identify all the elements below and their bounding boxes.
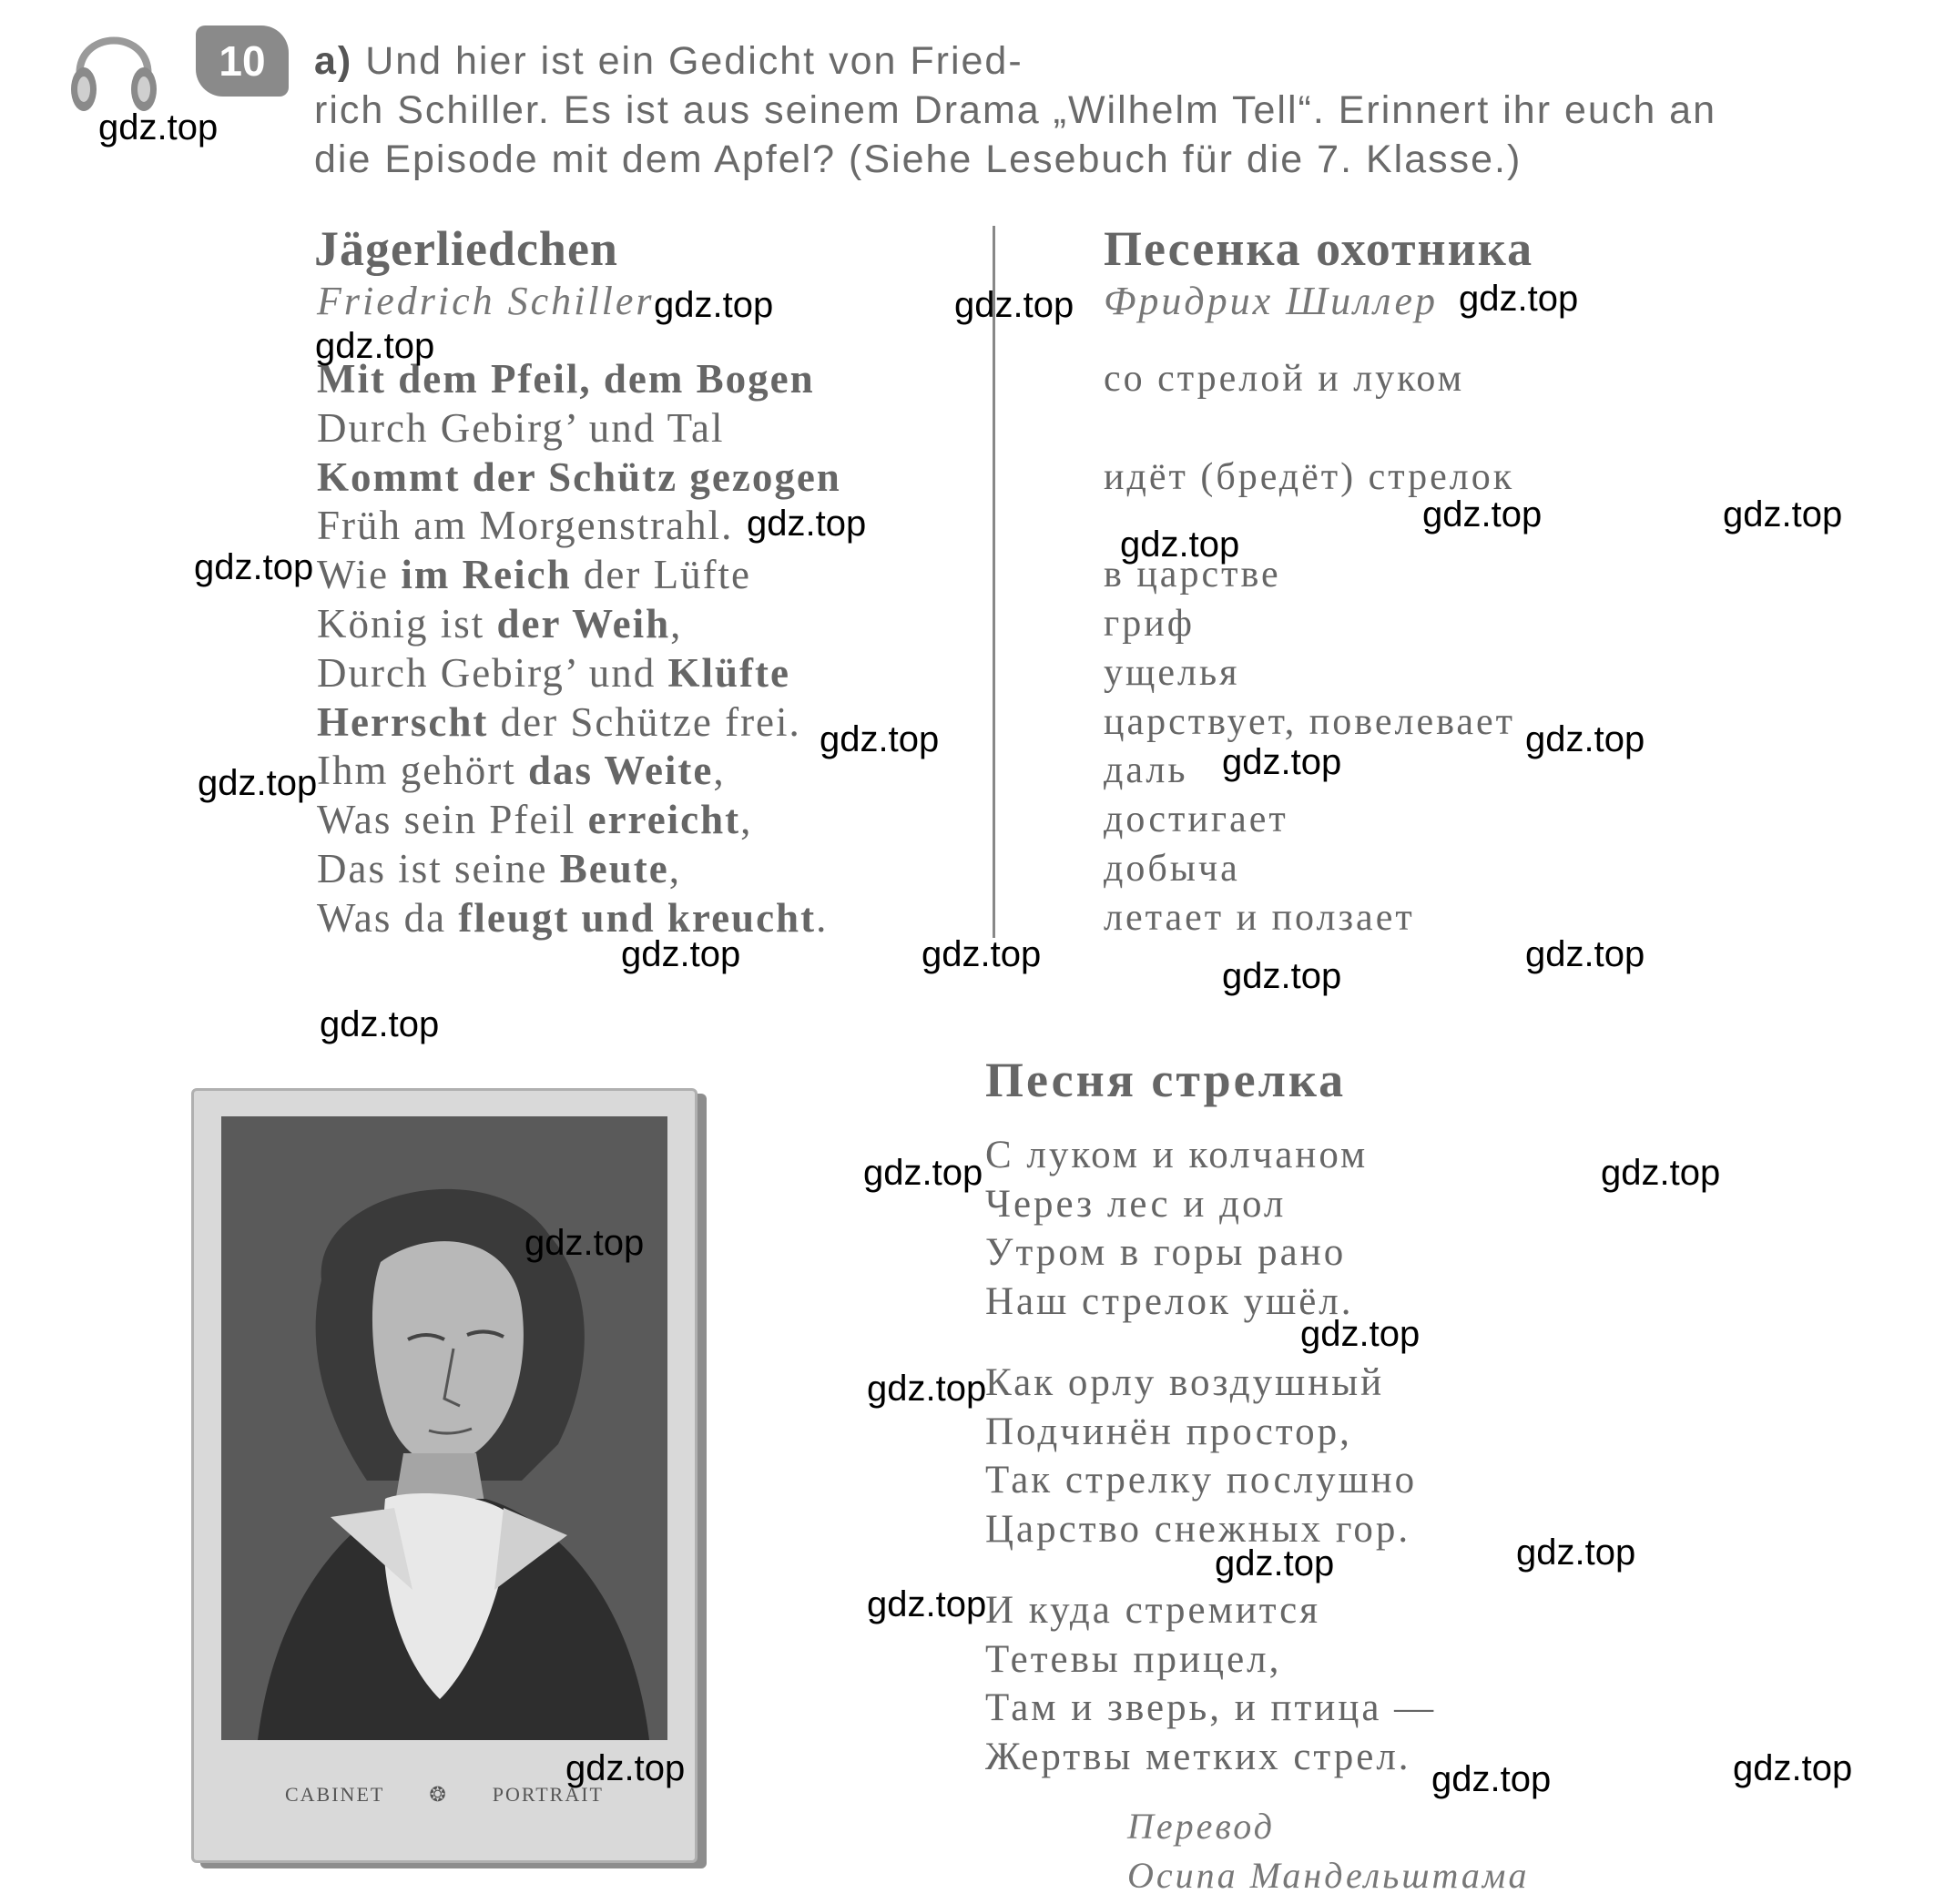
- poem-text: Was da: [317, 894, 459, 941]
- poem-text: ,: [668, 845, 681, 891]
- poem-text: ,: [740, 797, 753, 843]
- glossary-list: [1104, 355, 1515, 943]
- keyword-bold: im Reich: [401, 552, 572, 598]
- watermark: gdz.top: [1601, 1153, 1721, 1193]
- headphones-icon: [64, 9, 164, 118]
- glossary-item: даль: [1104, 749, 1188, 792]
- schiller-portrait-photo: [221, 1116, 667, 1740]
- poem-text: der Lüfte: [571, 552, 752, 598]
- poem-line-de: [317, 404, 841, 453]
- watermark: gdz.top: [867, 1369, 987, 1409]
- watermark: gdz.top: [1215, 1543, 1335, 1583]
- translation-stanza-1: [985, 1131, 1368, 1326]
- watermark: gdz.top: [867, 1584, 987, 1624]
- poem-text: Durch Gebirg’ und Tal: [317, 404, 725, 451]
- column-divider: [993, 226, 995, 938]
- stanza-line: Жертвы метких стрел.: [985, 1735, 1411, 1778]
- stanza-line: С луком и колчаном: [985, 1134, 1369, 1176]
- card-label-right: PORTRAIT: [492, 1783, 604, 1806]
- stanza-line: Так стрелку послушно: [985, 1459, 1418, 1502]
- poem-line-de: [317, 747, 841, 796]
- watermark: gdz.top: [922, 934, 1042, 974]
- watermark: gdz.top: [820, 719, 940, 759]
- poem-line-de: [317, 453, 841, 503]
- keyword-bold: Klüfte: [667, 649, 790, 696]
- watermark: gdz.top: [1525, 719, 1645, 759]
- watermark: gdz.top: [1459, 279, 1579, 319]
- glossary-item: добыча: [1104, 847, 1240, 890]
- portrait-illustration: [221, 1116, 667, 1740]
- card-label-left: CABINET: [285, 1783, 385, 1806]
- watermark: gdz.top: [1300, 1314, 1421, 1354]
- poem-text: Früh am Morgenstrahl.: [317, 503, 734, 549]
- stanza-line: Утром в горы рано: [985, 1231, 1347, 1274]
- stanza-line: И куда стремится: [985, 1589, 1320, 1632]
- keyword-bold: das Weite: [527, 748, 714, 794]
- schiller-portrait-card: [191, 1088, 698, 1863]
- stanza-line: Как орлу воздушный: [985, 1361, 1385, 1404]
- glossary-item: гриф: [1104, 602, 1195, 645]
- watermark: gdz.top: [1733, 1748, 1853, 1788]
- poem-text: Ihm gehört: [317, 748, 528, 794]
- watermark: gdz.top: [1222, 742, 1342, 782]
- intro-line-1: Und hier ist ein Gedicht von Fried-: [365, 39, 1023, 83]
- watermark: gdz.top: [954, 285, 1074, 325]
- watermark: gdz.top: [315, 326, 435, 366]
- watermark: gdz.top: [198, 763, 318, 803]
- translation-stanza-3: [985, 1586, 1436, 1781]
- poem-lines-de: [317, 355, 841, 943]
- keyword-bold: der Weih: [496, 600, 671, 647]
- stanza-line: Подчинён простор,: [985, 1410, 1352, 1453]
- poem-line-de: [317, 894, 841, 943]
- glossary-item: летает и ползает: [1104, 896, 1415, 939]
- watermark: gdz.top: [524, 1223, 645, 1263]
- poem-line-de: [317, 845, 841, 894]
- watermark: gdz.top: [1120, 524, 1240, 565]
- keyword-bold: erreicht: [587, 797, 741, 843]
- intro-line-3: die Episode mit dem Apfel? (Siehe Lesebuch für die 7. Klasse.): [314, 137, 1522, 181]
- glossary-item: ущелья: [1104, 651, 1240, 694]
- card-ornament-label: [285, 1783, 604, 1807]
- stanza-line: Через лес и дол: [985, 1182, 1287, 1226]
- watermark: gdz.top: [621, 934, 741, 974]
- keyword-bold: Herrscht: [317, 698, 489, 745]
- exercise-label: a): [314, 39, 353, 83]
- glossary-item: [1104, 404, 1515, 453]
- translation-credit-line-2: Осипа Мандельштама: [1127, 1855, 1530, 1896]
- stanza-line: Царство снежных гор.: [985, 1507, 1411, 1551]
- poem-text: Wie: [317, 552, 402, 598]
- poem-text: König ist: [317, 600, 497, 647]
- poem-line-de: [317, 649, 841, 698]
- watermark: gdz.top: [1222, 956, 1342, 996]
- stanza-line: Тетевы прицел,: [985, 1637, 1282, 1681]
- stanza-line: Там и зверь, и птица —: [985, 1686, 1437, 1729]
- watermark: gdz.top: [654, 285, 774, 325]
- poem-line-de: [317, 796, 841, 845]
- translation-credit-line-1: Перевод: [1127, 1806, 1275, 1847]
- poem-text: ,: [713, 748, 726, 794]
- poem-author-ru: Фридрих Шиллер: [1104, 279, 1439, 323]
- watermark: gdz.top: [1431, 1759, 1552, 1799]
- glossary-item: идёт (бредёт) стрелок: [1104, 455, 1515, 498]
- poem-text: Was sein Pfeil: [317, 797, 588, 843]
- watermark: gdz.top: [747, 504, 867, 544]
- keyword-bold: fleugt und kreucht: [458, 894, 817, 941]
- poem-text: Das ist seine: [317, 845, 560, 891]
- watermark: gdz.top: [194, 547, 314, 587]
- glossary-item: царствует, повелевает: [1104, 700, 1516, 743]
- poem-text: der Schütze frei.: [488, 698, 801, 745]
- exercise-intro: [314, 36, 1880, 184]
- watermark: gdz.top: [1723, 494, 1843, 535]
- stanza-line: Наш стрелок ушёл.: [985, 1279, 1354, 1323]
- intro-line-2: rich Schiller. Es ist aus seinem Drama „Wilhelm Tell“. Erinnert ihr euch an: [314, 88, 1717, 132]
- watermark: gdz.top: [320, 1004, 440, 1044]
- watermark: gdz.top: [1525, 934, 1645, 974]
- translation-stanza-2: [985, 1359, 1417, 1553]
- watermark: gdz.top: [1516, 1532, 1636, 1573]
- watermark: gdz.top: [565, 1748, 686, 1788]
- keyword-bold: Kommt der Schütz gezogen: [317, 453, 841, 500]
- poem-text: Durch Gebirg’ und: [317, 649, 668, 696]
- poem-text: ,: [670, 600, 683, 647]
- poem-title-ru: Песенка охотника: [1104, 221, 1534, 276]
- glossary-item: в царстве: [1104, 554, 1281, 596]
- watermark: gdz.top: [863, 1153, 983, 1193]
- keyword-bold: Beute: [559, 845, 669, 891]
- poem-line-de: [317, 551, 841, 600]
- watermark: gdz.top: [98, 107, 219, 148]
- watermark: gdz.top: [1422, 494, 1543, 535]
- poem-title-de: Jägerliedchen: [314, 221, 618, 276]
- card-monogram-icon: ❂: [429, 1783, 448, 1806]
- poem-text: .: [816, 894, 829, 941]
- translation-title: Песня стрелка: [985, 1053, 1347, 1107]
- poem-line-de: [317, 600, 841, 649]
- poem-author-de: Friedrich Schiller: [317, 279, 655, 323]
- exercise-number-badge: 10: [196, 25, 289, 97]
- keyword-bold: Mit dem Pfeil, dem Bogen: [317, 356, 815, 402]
- poem-line-de: [317, 698, 841, 748]
- glossary-item: достигает: [1104, 799, 1288, 841]
- glossary-item: со стрелой и луком: [1104, 358, 1465, 400]
